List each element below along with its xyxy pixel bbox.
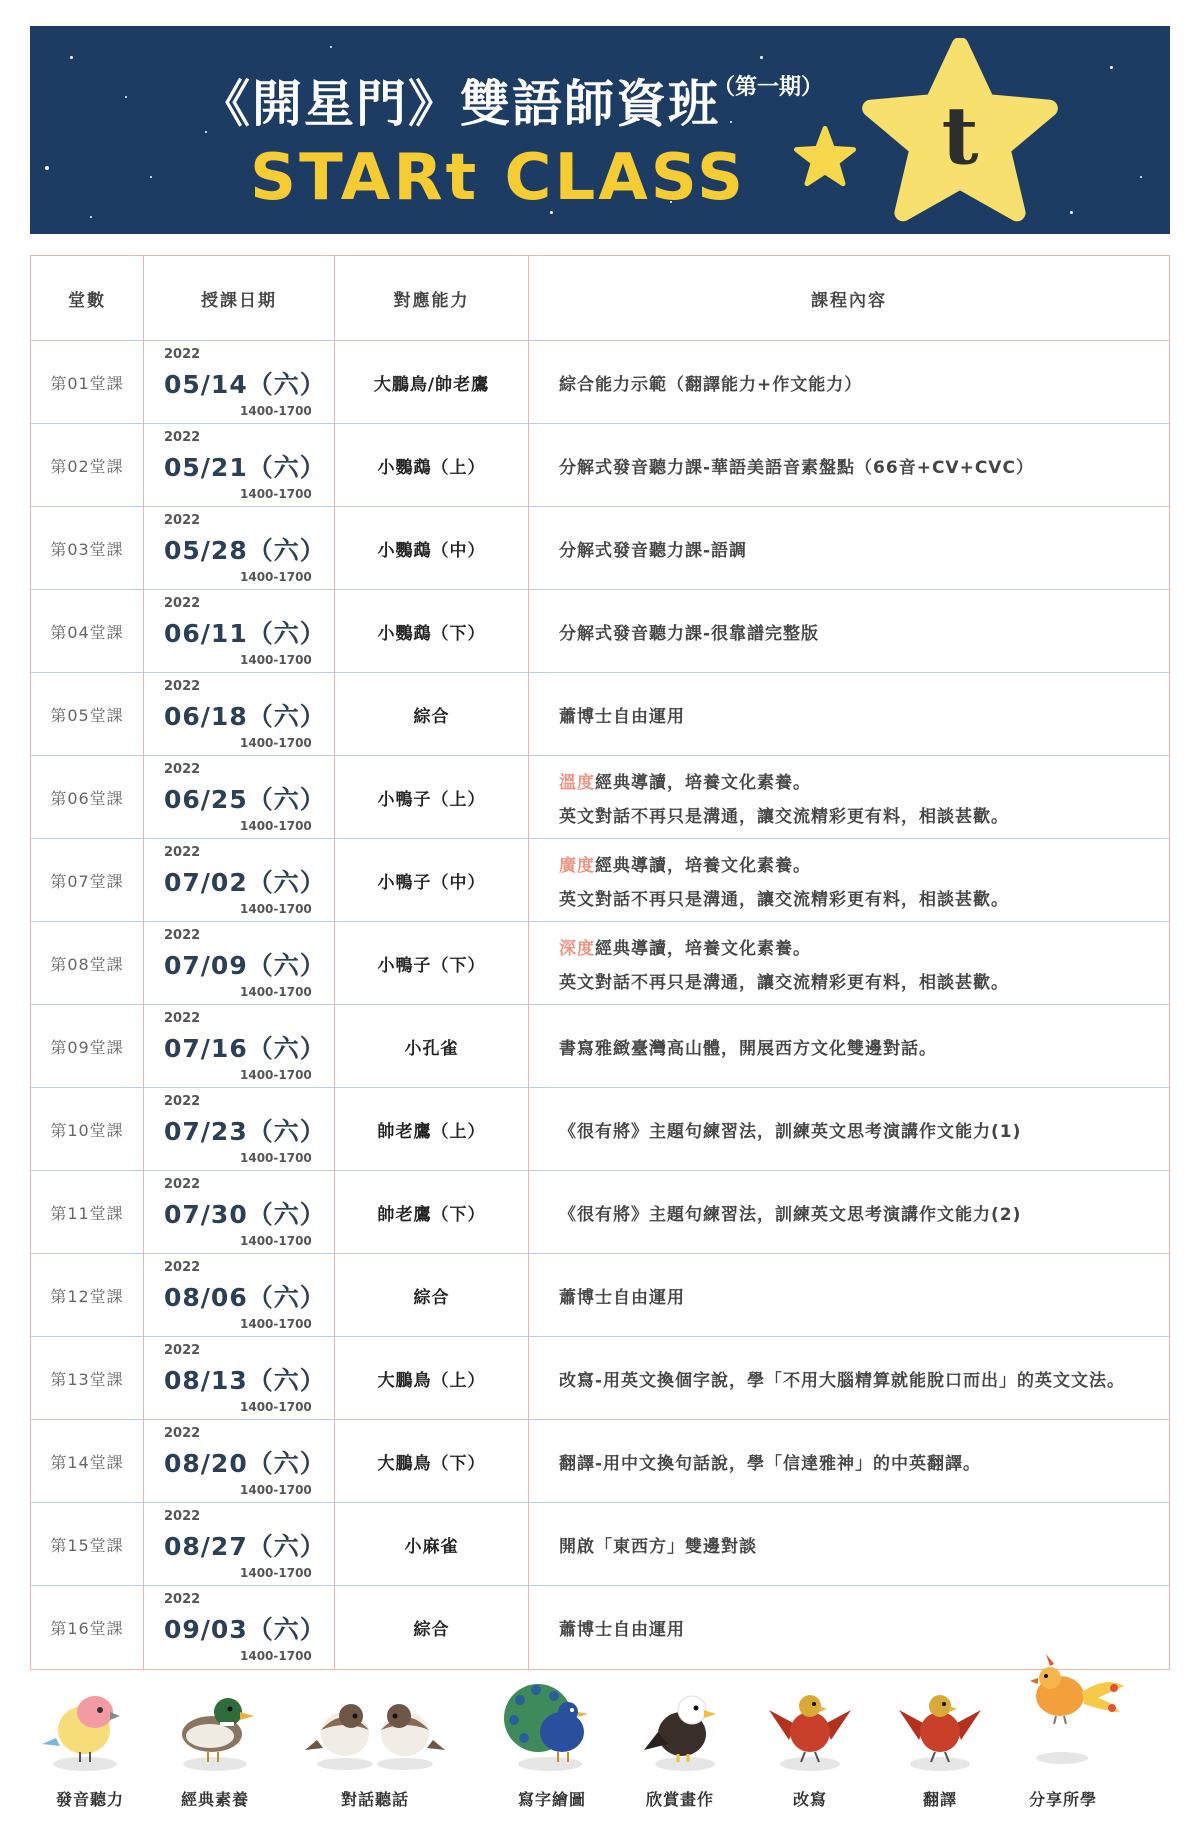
lesson-year: 2022: [164, 1177, 201, 1192]
lesson-number: [31, 1503, 144, 1585]
legend-item: [640, 1660, 730, 1847]
lesson-date: [144, 839, 335, 921]
lesson-day: 07/16（六）: [164, 1034, 326, 1063]
page-title: 《開星門》雙語師資班: [200, 75, 720, 133]
legend-label: 翻譯: [922, 1790, 958, 1809]
legend-label: 發音聽力: [55, 1790, 125, 1809]
lesson-number: [31, 839, 144, 921]
lesson-content: [529, 1337, 1169, 1419]
lesson-number: [31, 1088, 144, 1170]
lesson-day: 07/02（六）: [164, 868, 326, 897]
cell-ability: 綜合: [413, 1620, 450, 1640]
cell-ability: 小鸚鵡（中）: [377, 540, 486, 561]
table-row: [31, 1254, 1169, 1337]
cell-ability: 小鸚鵡（上）: [377, 457, 486, 478]
parrot-icon: [40, 1660, 130, 1780]
lesson-content: [529, 1503, 1169, 1585]
lesson-day: 05/28（六）: [164, 536, 326, 565]
lesson-year: 2022: [164, 1592, 201, 1607]
lesson-time: 1400-1700: [240, 653, 312, 667]
lesson-day: 08/20（六）: [164, 1449, 326, 1478]
lesson-time: 1400-1700: [240, 1400, 312, 1414]
lesson-day: 07/23（六）: [164, 1117, 326, 1146]
cell-content: 蕭博士自由運用: [559, 1620, 685, 1640]
phoenix-icon: [1020, 1646, 1130, 1766]
lesson-content: [529, 1254, 1169, 1336]
cell-content: 翻譯-用中文換句話說，學「信達雅神」的中英翻譯。: [559, 1453, 982, 1474]
table-row: [31, 590, 1169, 673]
cell-lesson: 第05堂課: [50, 705, 124, 725]
cell-content: 分解式發音聽力課-華語美語音素盤點（66音+CV+CVC）: [559, 457, 1034, 478]
cell-lesson: 第15堂課: [50, 1535, 124, 1555]
lesson-time: 1400-1700: [240, 1566, 312, 1580]
lesson-ability: [335, 1420, 529, 1502]
cell-content2: 英文對話不再只是溝通，讓交流精彩更有料，相談甚歡。: [559, 806, 1009, 827]
table-row: [31, 922, 1169, 1005]
cell-ability: 綜合: [413, 1287, 450, 1308]
lesson-content: [529, 756, 1169, 838]
roc-icon: [895, 1660, 985, 1780]
legend-item: [170, 1660, 260, 1847]
legend-item: [895, 1660, 985, 1847]
lesson-ability: [335, 1005, 529, 1087]
cell-content: 蕭博士自由運用: [559, 706, 685, 727]
table-row: [31, 1337, 1169, 1420]
lesson-number: [31, 341, 144, 423]
cell-content2: 英文對話不再只是溝通，讓交流精彩更有料，相談甚歡。: [559, 972, 1009, 993]
cell-content: 分解式發音聽力課-語調: [559, 540, 748, 561]
lesson-time: 1400-1700: [240, 819, 312, 833]
lesson-ability: [335, 341, 529, 423]
lesson-date: [144, 1586, 335, 1669]
lesson-day: 08/06（六）: [164, 1283, 326, 1312]
cell-ability: 綜合: [413, 706, 450, 727]
table-row: [31, 1586, 1169, 1669]
lesson-number: [31, 590, 144, 672]
cell-lesson: 第02堂課: [50, 456, 124, 476]
cell-lesson: 第13堂課: [50, 1369, 124, 1389]
table-header-row: [31, 256, 1169, 341]
lesson-number: [31, 1005, 144, 1087]
table-row: [31, 1171, 1169, 1254]
cell-content: 開啟「東西方」雙邊對談: [559, 1536, 757, 1557]
lesson-time: 1400-1700: [240, 570, 312, 584]
cell-ability: 小鸚鵡（下）: [377, 623, 486, 644]
class-name: STARt CLASS: [250, 141, 747, 215]
lesson-time: 1400-1700: [240, 1068, 312, 1082]
lesson-day: 06/25（六）: [164, 785, 326, 814]
lesson-year: 2022: [164, 1509, 201, 1524]
lesson-date: [144, 1503, 335, 1585]
cell-lesson: 第11堂課: [50, 1203, 124, 1223]
lesson-year: 2022: [164, 1343, 201, 1358]
legend-label: 對話聽話: [340, 1790, 410, 1809]
cell-lesson: 第04堂課: [50, 622, 124, 642]
lesson-year: 2022: [164, 679, 201, 694]
cell-ability: 帥老鷹（下）: [377, 1204, 486, 1225]
lesson-year: 2022: [164, 430, 201, 445]
lesson-year: 2022: [164, 596, 201, 611]
lesson-content: [529, 590, 1169, 672]
content-highlight: 廣度: [559, 855, 595, 876]
cell-content: 蕭博士自由運用: [559, 1287, 685, 1308]
lesson-date: [144, 341, 335, 423]
lesson-date: [144, 1171, 335, 1253]
table-row: [31, 341, 1169, 424]
lesson-time: 1400-1700: [240, 1151, 312, 1165]
lesson-number: [31, 1420, 144, 1502]
cell-content: 《很有將》主題句練習法，訓練英文思考演講作文能力(1): [559, 1121, 1022, 1142]
lesson-content: [529, 1171, 1169, 1253]
lesson-day: 05/21（六）: [164, 453, 326, 482]
cell-ability: 小孔雀: [404, 1038, 459, 1059]
lesson-content: [529, 839, 1169, 921]
lesson-content: [529, 341, 1169, 423]
cell-ability: 大鵬鳥（上）: [377, 1370, 486, 1391]
header-content: 課程內容: [811, 290, 887, 311]
lesson-year: 2022: [164, 762, 201, 777]
header-date: 授課日期: [144, 256, 335, 340]
lesson-date: [144, 507, 335, 589]
lesson-number: [31, 922, 144, 1004]
lesson-year: 2022: [164, 347, 201, 362]
lesson-date: [144, 673, 335, 755]
peacock-icon: [500, 1660, 600, 1780]
sparrows-icon: [305, 1660, 445, 1780]
cell-lesson: 第16堂課: [50, 1619, 124, 1638]
eagle-icon: [640, 1660, 730, 1780]
cell-lesson: 第07堂課: [50, 871, 124, 891]
lesson-time: 1400-1700: [240, 404, 312, 418]
lesson-year: 2022: [164, 1094, 201, 1109]
legend-item: [1020, 1660, 1130, 1847]
lesson-content: [529, 1005, 1169, 1087]
header-banner: [30, 26, 1170, 234]
cell-ability: 大鵬鳥/帥老鷹: [373, 374, 490, 395]
cell-ability: 小鴨子（上）: [377, 789, 486, 810]
lesson-ability: [335, 1337, 529, 1419]
duck-icon: [170, 1660, 260, 1780]
cell-ability: 大鵬鳥（下）: [377, 1453, 486, 1474]
lesson-content: [529, 1420, 1169, 1502]
cell-lesson: 第14堂課: [50, 1452, 124, 1472]
table-row: [31, 1005, 1169, 1088]
content-highlight: 深度: [559, 938, 595, 959]
lesson-day: 07/09（六）: [164, 951, 326, 980]
lesson-ability: [335, 1254, 529, 1336]
lesson-year: 2022: [164, 845, 201, 860]
lesson-time: 1400-1700: [240, 985, 312, 999]
cell-lesson: 第01堂課: [50, 373, 124, 393]
table-row: [31, 1088, 1169, 1171]
lesson-ability: [335, 673, 529, 755]
lesson-ability: [335, 756, 529, 838]
lesson-content: [529, 673, 1169, 755]
table-row: [31, 1420, 1169, 1503]
lesson-ability: [335, 1586, 529, 1669]
lesson-ability: [335, 1088, 529, 1170]
lesson-number: [31, 507, 144, 589]
star-letter: t: [941, 88, 979, 183]
cell-content: 經典導讀，培養文化素養。: [595, 855, 811, 876]
cell-content2: 英文對話不再只是溝通，讓交流精彩更有料，相談甚歡。: [559, 889, 1009, 910]
lesson-date: [144, 922, 335, 1004]
lesson-number: [31, 424, 144, 506]
lesson-ability: [335, 839, 529, 921]
legend-item: [765, 1660, 855, 1847]
lesson-content: [529, 1088, 1169, 1170]
lesson-content: [529, 922, 1169, 1004]
lesson-ability: [335, 922, 529, 1004]
cell-ability: 小麻雀: [404, 1536, 459, 1557]
star-logo-icon: [845, 38, 1075, 228]
content-highlight: 溫度: [559, 772, 595, 793]
lesson-number: [31, 1337, 144, 1419]
lesson-content: [529, 424, 1169, 506]
legend-label: 欣賞畫作: [645, 1790, 715, 1809]
lesson-time: 1400-1700: [240, 487, 312, 501]
lesson-day: 08/27（六）: [164, 1532, 326, 1561]
lesson-number: [31, 756, 144, 838]
cell-lesson: 第06堂課: [50, 788, 124, 808]
cell-ability: 小鴨子（中）: [377, 872, 486, 893]
lesson-date: [144, 424, 335, 506]
cell-content: 分解式發音聽力課-很靠譜完整版: [559, 623, 820, 644]
header-lesson: 堂數: [31, 256, 144, 340]
lesson-date: [144, 1254, 335, 1336]
cell-content: 經典導讀，培養文化素養。: [595, 772, 811, 793]
lesson-date: [144, 756, 335, 838]
lesson-time: 1400-1700: [240, 736, 312, 750]
table-row: [31, 507, 1169, 590]
header-ability: 對應能力: [335, 256, 529, 340]
cell-content: 改寫-用英文換個字說，學「不用大腦精算就能脫口而出」的英文文法。: [559, 1370, 1126, 1391]
lesson-ability: [335, 507, 529, 589]
lesson-year: 2022: [164, 1260, 201, 1275]
cell-ability: 帥老鷹（上）: [377, 1121, 486, 1142]
legend-item: [40, 1660, 130, 1847]
lesson-date: [144, 1088, 335, 1170]
lesson-day: 08/13（六）: [164, 1366, 326, 1395]
lesson-number: [31, 1586, 144, 1669]
legend-label: 改寫: [792, 1790, 828, 1809]
lesson-date: [144, 1420, 335, 1502]
lesson-time: 1400-1700: [240, 1317, 312, 1331]
lesson-number: [31, 1171, 144, 1253]
lesson-date: [144, 1005, 335, 1087]
lesson-time: 1400-1700: [240, 1234, 312, 1248]
legend-label: 經典素養: [180, 1790, 250, 1809]
legend-label: 分享所學: [1028, 1790, 1098, 1809]
table-row: [31, 756, 1169, 839]
cell-content: 書寫雅緻臺灣高山體，開展西方文化雙邊對話。: [559, 1038, 937, 1059]
lesson-year: 2022: [164, 1426, 201, 1441]
cell-lesson: 第08堂課: [50, 954, 124, 974]
lesson-ability: [335, 1171, 529, 1253]
lesson-year: 2022: [164, 928, 201, 943]
roc-icon: [765, 1660, 855, 1780]
lesson-time: 1400-1700: [240, 902, 312, 916]
lesson-year: 2022: [164, 1011, 201, 1026]
lesson-number: [31, 1254, 144, 1336]
course-schedule-table: [30, 255, 1170, 1670]
cell-content: 綜合能力示範（翻譯能力+作文能力）: [559, 374, 863, 395]
lesson-ability: [335, 590, 529, 672]
lesson-day: 06/18（六）: [164, 702, 326, 731]
lesson-ability: [335, 1503, 529, 1585]
lesson-date: [144, 1337, 335, 1419]
cell-lesson: 第03堂課: [50, 539, 124, 559]
table-row: [31, 424, 1169, 507]
lesson-time: 1400-1700: [240, 1649, 312, 1663]
lesson-day: 09/03（六）: [164, 1615, 326, 1644]
cell-lesson: 第12堂課: [50, 1286, 124, 1306]
lesson-content: [529, 507, 1169, 589]
lesson-date: [144, 590, 335, 672]
lesson-day: 07/30（六）: [164, 1200, 326, 1229]
lesson-day: 06/11（六）: [164, 619, 326, 648]
lesson-day: 05/14（六）: [164, 370, 326, 399]
table-row: [31, 673, 1169, 756]
lesson-year: 2022: [164, 513, 201, 528]
ability-legend: [30, 1660, 1170, 1847]
table-row: [31, 1503, 1169, 1586]
legend-item: [305, 1660, 445, 1847]
lesson-time: 1400-1700: [240, 1483, 312, 1497]
lesson-number: [31, 673, 144, 755]
cell-lesson: 第09堂課: [50, 1037, 124, 1057]
legend-item: [500, 1660, 600, 1847]
lesson-ability: [335, 424, 529, 506]
table-row: [31, 839, 1169, 922]
legend-label: 寫字繪圖: [517, 1790, 587, 1809]
cell-ability: 小鴨子（下）: [377, 955, 486, 976]
phase-label: （第一期）: [713, 75, 824, 100]
cell-lesson: 第10堂課: [50, 1120, 124, 1140]
cell-content: 經典導讀，培養文化素養。: [595, 938, 811, 959]
cell-content: 《很有將》主題句練習法，訓練英文思考演講作文能力(2): [559, 1204, 1022, 1225]
